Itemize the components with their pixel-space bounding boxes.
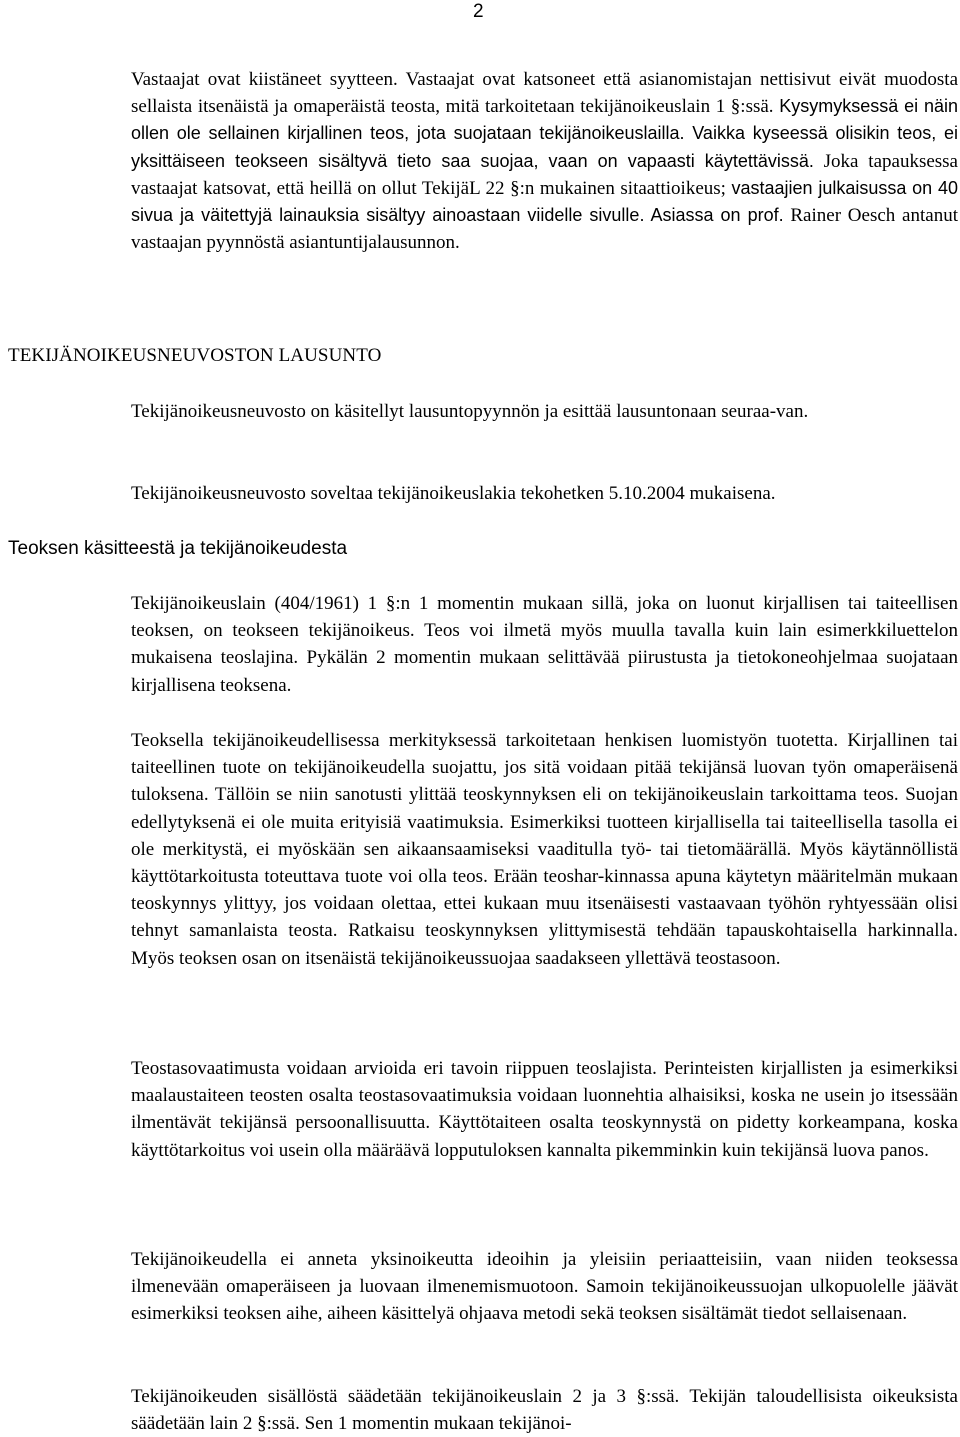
intro-text-3: Joka tapauksessa vastaajat katsovat, että heillä on ollut TekijäL 22 §:n mukainen sitaattioikeus; [131,150,958,199]
teos-paragraph-1: Tekijänoikeuslain (404/1961) 1 §:n 1 momentin mukaan sillä, joka on luonut kirjallisen tai taiteellisen teoksen, on teokseen tekijänoikeus. Teos voi ilmetä myös muulla tavalla kuin lain esimerkkiluettelon mukaisena teoslajina. Pykälän 2 momentin mukaan selittävää piirustusta ja tietokoneohjelmaa suojataan kirjallisena teoksena. [131,593,958,696]
intro-text-5: Rainer Oesch antanut vastaajan pyynnöstä asiantuntijalausunnon. [131,205,958,254]
intro-text-2: Kysymyksessä ei näin ollen ole sellainen kirjallinen teos, jota suojataan tekijänoikeuslailla. Vaikka kyseessä olisikin teos, ei yksittäiseen teokseen sisältyvä tieto saa suojaa, vaan on vapaasti käytettävissä. [131,96,958,171]
section-heading-lausunto: TEKIJÄNOIKEUSNEUVOSTON LAUSUNTO [8,345,382,366]
teos-paragraph-5: Tekijänoikeuden sisällöstä säädetään tekijänoikeuslain 2 ja 3 §:ssä. Tekijän taloudellisista oikeuksista säädetään lain 2 §:ssä. Sen 1 momentin mukaan tekijänoi- [131,1386,958,1435]
section-heading-teos: Teoksen käsitteestä ja tekijänoikeudesta [8,538,348,559]
intro-text-4: vastaajien julkaisussa on 40 sivua ja väitettyjä lainauksia sisältyy ainoastaan viidelle sivulle. Asiassa on prof. [131,177,959,226]
teos-paragraph-3: Teostasovaatimusta voidaan arvioida eri tavoin riippuen teoslajista. Perinteisten kirjallisten ja esimerkiksi maalaustaiteen teosten osalta teostasovaatimuksia voidaan luonnehtia alhaisiksi, koska ne usein jo itsessään ilmentävät tekijänsä persoonallisuutta. Käyttötaiteen osalta teoskynnystä on pidetty korkeampana, koska käyttötarkoitus voi usein olla määräävä lopputuloksen kannalta pikemminkin kuin tekijänsä luova panos. [131,1058,958,1161]
teos-paragraph-2: Teoksella tekijänoikeudellisessa merkityksessä tarkoitetaan henkisen luomistyön tuotetta. Kirjallinen tai taiteellinen tuote on tekijänoikeudella suojattu, jos sitä voidaan pitää tekijänsä luovan työn omaperäisenä tuloksena. Tällöin se niin sanotusti ylittää teoskynnyksen eli on tekijänoikeuslain tarkoittama teos. Suojan edellytyksenä ei ole muita erityisiä vaatimuksia. Esimerkiksi tuotteen kirjallisella tai taiteellisella tasolla ei ole merkitystä, ei myöskään sen aikaansaamiseksi vaaditulla työ- tai tietomäärällä. Myös käytännöllistä käyttötarkoitusta toteuttava tuote voi olla teos. Erään teoshar-kinnassa apuna käytetyn määritelmän mukaan teoskynnys ylittyy, jos voidaan olettaa, ettei kukaan muu itsenäisesti vastaavaan työhön ryhtyessään olisi tehnyt samanlaista teosta. Ratkaisu teoskynnyksen ylittymisestä tehdään tapauskohtaisella harkinnalla. Myös teoksen osan on itsenäistä tekijänoikeussuojaa saadakseen yllettävä teostasoon. [131,730,958,969]
intro-text-1: Vastaajat ovat kiistäneet syytteen. Vastaajat ovat katsoneet että asianomistajan nettisivut eivät muodosta sellaista itsenäistä ja omaperäistä teosta, mitä tarkoitetaan tekijänoikeuslain 1 §:ssä. [131,69,958,118]
page-number: 2 [473,1,484,22]
lausunto-paragraph-2: Tekijänoikeusneuvosto soveltaa tekijänoikeuslakia tekohetken 5.10.2004 mukaisena. [131,483,776,504]
intro-paragraph [131,66,958,256]
lausunto-paragraph-1: Tekijänoikeusneuvosto on käsitellyt lausuntopyynnön ja esittää lausuntonaan seuraa-van. [131,401,809,422]
teos-paragraph-4: Tekijänoikeudella ei anneta yksinoikeutta ideoihin ja yleisiin periaatteisiin, vaan niiden teoksessa ilmenevään omaperäiseen ja luovaan ilmenemismuotoon. Samoin tekijänoikeussuojan ulkopuolelle jäävät esimerkiksi teoksen aihe, aiheen käsittelyä ohjaava metodi sekä teoksen sisältämät tiedot sellaisenaan. [131,1249,958,1325]
